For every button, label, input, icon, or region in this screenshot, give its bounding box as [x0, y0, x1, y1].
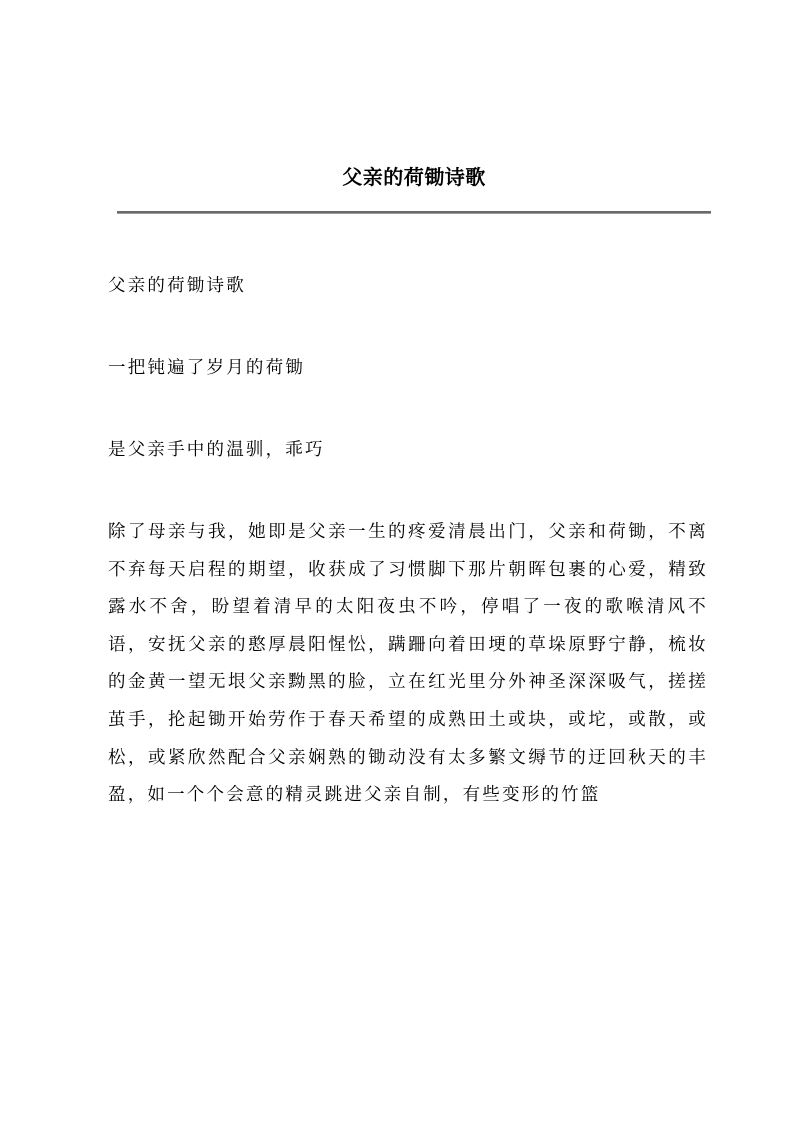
- poem-line-1: 一把钝遍了岁月的荷锄: [108, 358, 305, 378]
- poem-line-2: 是父亲手中的温驯，乖巧: [108, 440, 325, 460]
- page-header: [117, 160, 711, 194]
- header-divider: [117, 211, 711, 214]
- header-title: 父亲的荷锄诗歌: [342, 165, 486, 189]
- document-body: [108, 268, 708, 815]
- poem-body-paragraph: 除了母亲与我，她即是父亲一生的疼爱清晨出门，父亲和荷锄，不离不弃每天启程的期望，收获成了习惯脚下那片朝晖包裹的心爱，精致露水不舍，盼望着清早的太阳夜虫不吟，停唱了一夜的歌喉清风不语，安抚父亲的憨厚晨阳惺忪，蹒跚向着田埂的草垛原野宁静，梳妆的金黄一望无垠父亲黝黑的脸，立在红光里分外神圣深深吸气，搓搓茧手，抡起锄开始劳作于春天希望的成熟田土或块，或坨，或散，或松，或紧欣然配合父亲娴熟的锄动没有太多繁文缛节的迂回秋天的丰盈，如一个个会意的精灵跳进父亲自制，有些变形的竹篮: [108, 522, 708, 806]
- poem-title-line: 父亲的荷锄诗歌: [108, 276, 246, 296]
